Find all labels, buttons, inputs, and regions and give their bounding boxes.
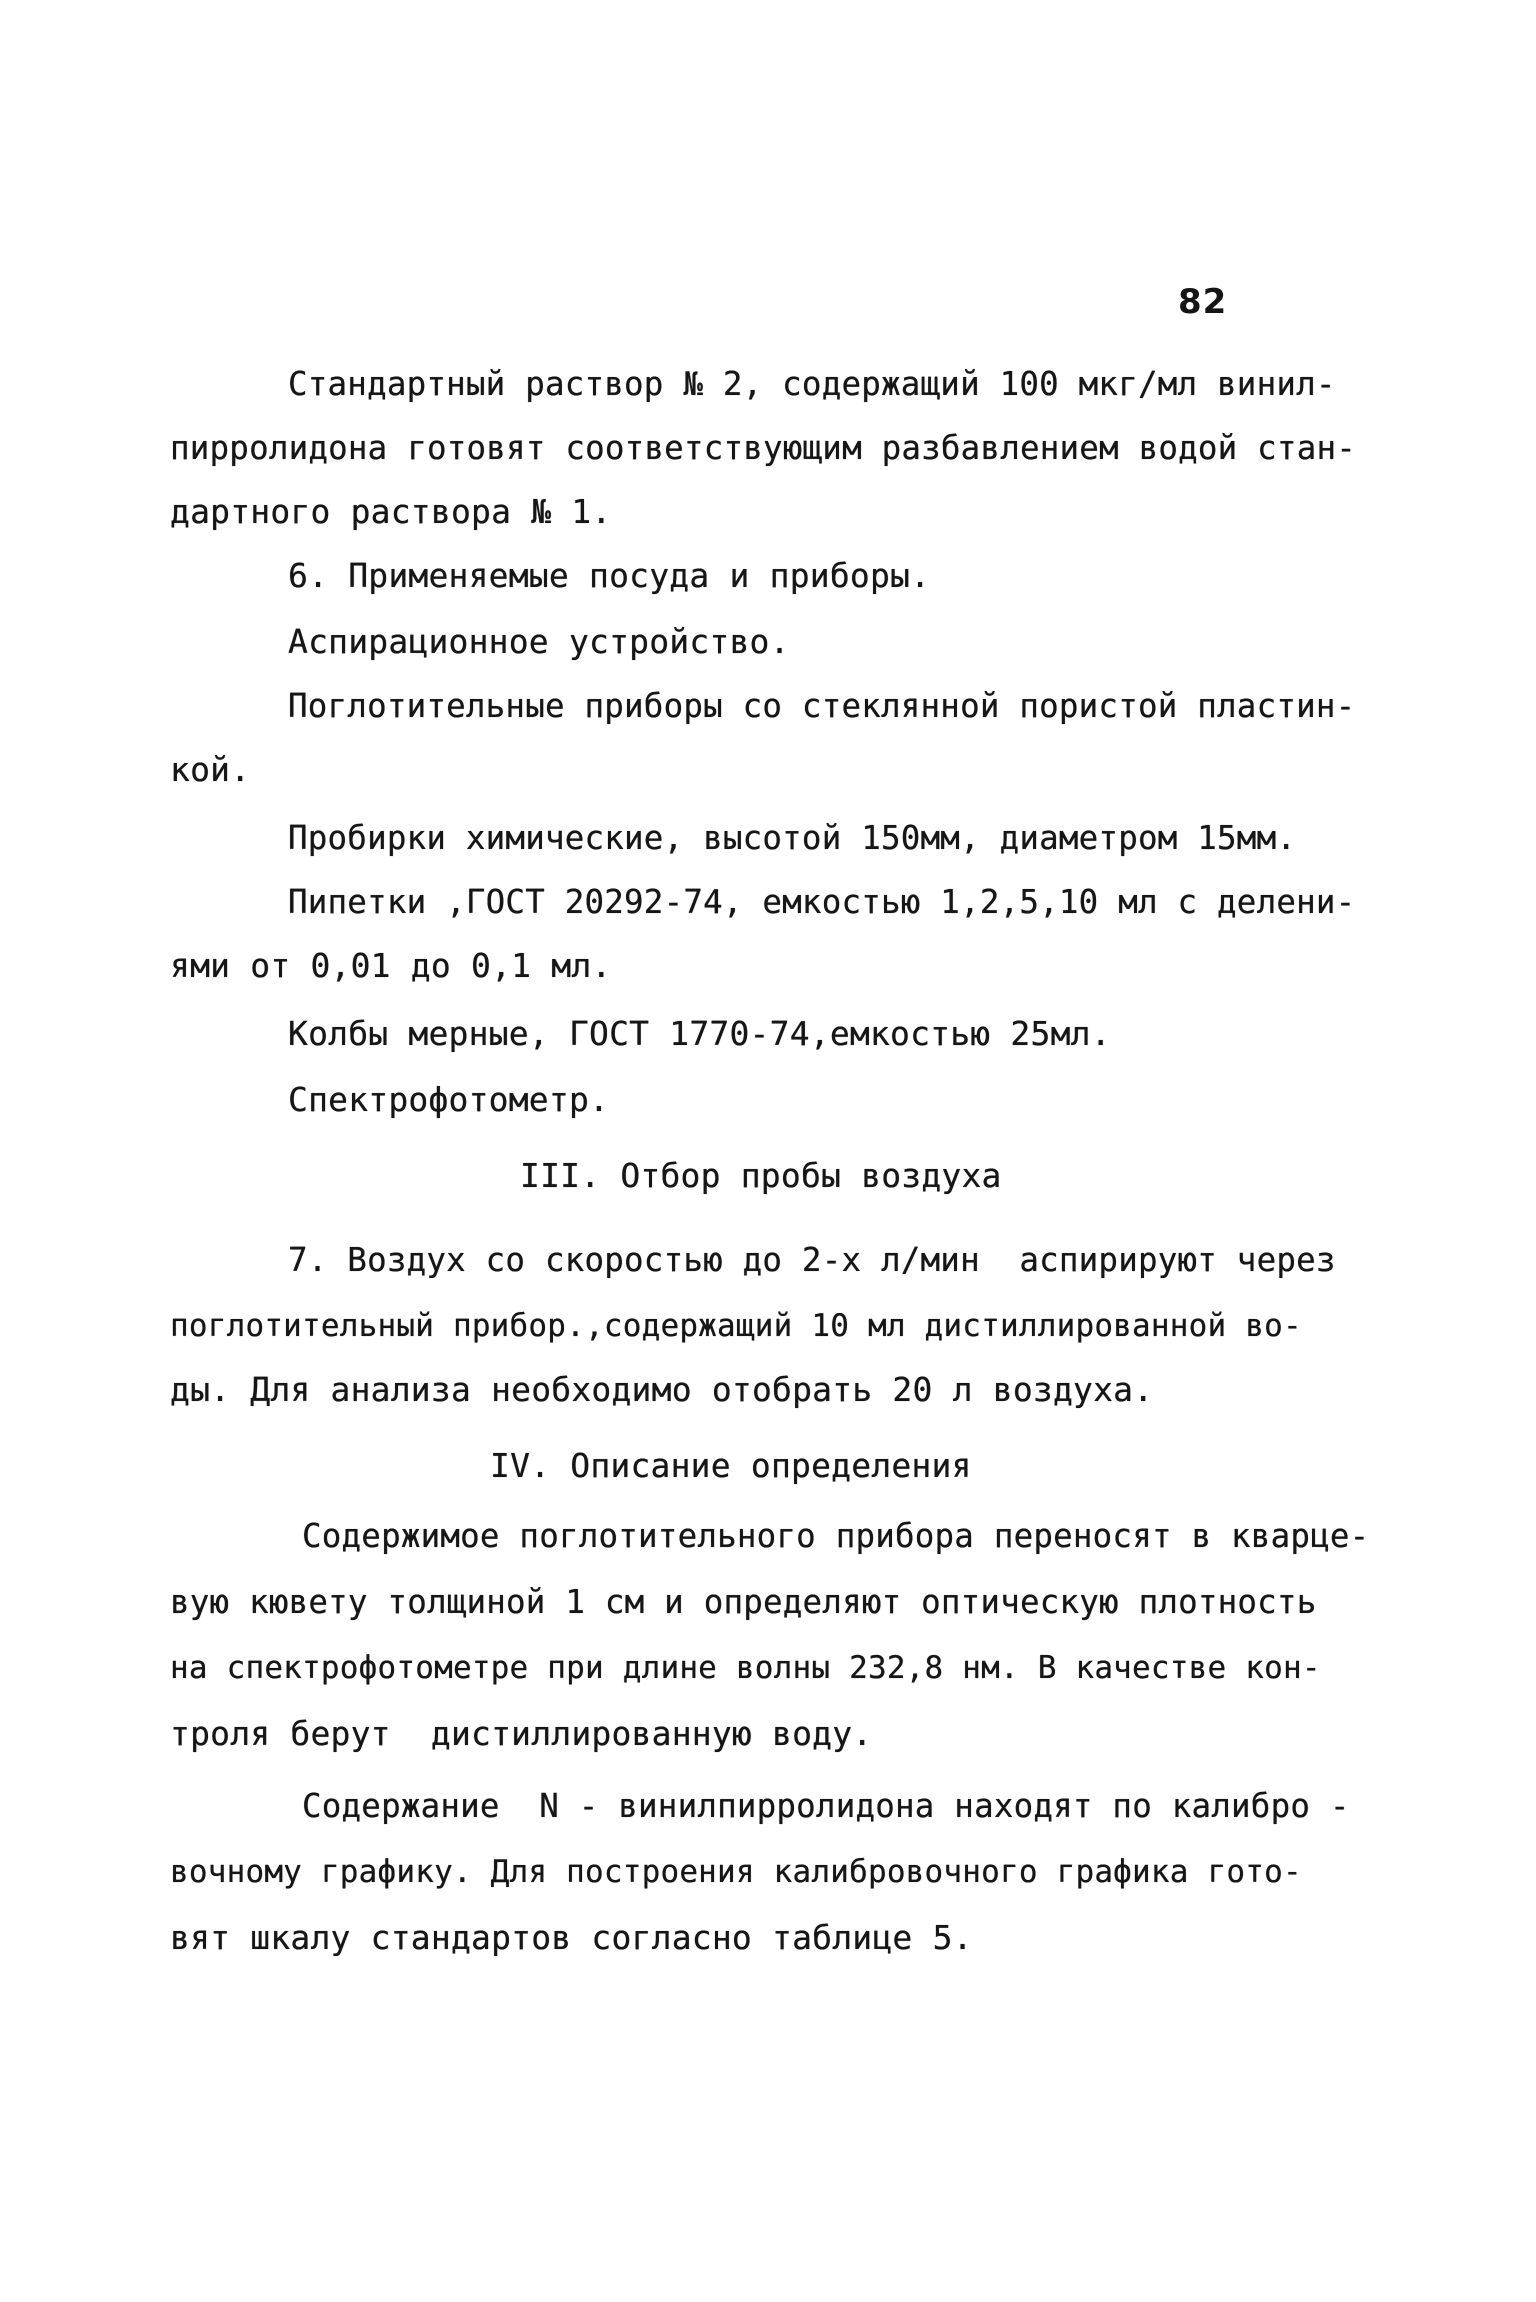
text-line: Пипетки ,ГОСТ 20292-74, емкостью 1,2,5,10 мл с делени- bbox=[288, 883, 1356, 921]
section-heading: 6. Применяемые посуда и приборы. bbox=[288, 556, 931, 595]
text-line: Стандартный раствор № 2, содержащий 100 мкг/мл винил- bbox=[288, 365, 1336, 403]
text-line: ями от 0,01 до 0,1 мл. bbox=[170, 946, 612, 985]
text-line: вят шкалу стандартов согласно таблице 5. bbox=[170, 1918, 973, 1957]
text-line: Колбы мерные, ГОСТ 1770-74,емкостью 25мл. bbox=[288, 1014, 1111, 1053]
text-line: Содержимое поглотительного прибора переносят в кварце- bbox=[302, 1517, 1370, 1555]
section-heading: IV. Описание определения bbox=[490, 1446, 972, 1485]
text-line: Содержание N - винилпирролидона находят по калибро - bbox=[302, 1787, 1350, 1825]
section-heading: III. Отбор пробы воздуха bbox=[520, 1156, 1002, 1195]
text-line: ды. Для анализа необходимо отобрать 20 л воздуха. bbox=[170, 1370, 1154, 1409]
text-line: кой. bbox=[170, 750, 251, 789]
text-line: поглотительный прибор.,содержащий 10 мл дистиллированной во- bbox=[170, 1308, 1302, 1344]
text-line: вую кювету толщиной 1 см и определяют оптическую плотность bbox=[170, 1583, 1317, 1621]
text-line: пирролидона готовят соответствующим разбавлением водой стан- bbox=[170, 429, 1356, 467]
text-line: троля берут дистиллированную воду. bbox=[170, 1714, 873, 1753]
text-line: на спектрофотометре при длине волны 232,8 нм. В качестве кон- bbox=[170, 1650, 1321, 1686]
page-number: 82 bbox=[1178, 282, 1228, 322]
text-line: Аспирационное устройство. bbox=[288, 622, 790, 661]
text-line: Пробирки химические, высотой 150мм, диаметром 15мм. bbox=[288, 819, 1297, 857]
text-line: 7. Воздух со скоростью до 2-х л/мин аспирируют через bbox=[288, 1241, 1336, 1279]
text-line: Спектрофотометр. bbox=[288, 1080, 610, 1119]
text-line: дартного раствора № 1. bbox=[170, 492, 612, 531]
text-line: Поглотительные приборы со стеклянной пористой пластин- bbox=[288, 687, 1356, 725]
text-line: вочному графику. Для построения калибровочного графика гото- bbox=[170, 1854, 1302, 1890]
